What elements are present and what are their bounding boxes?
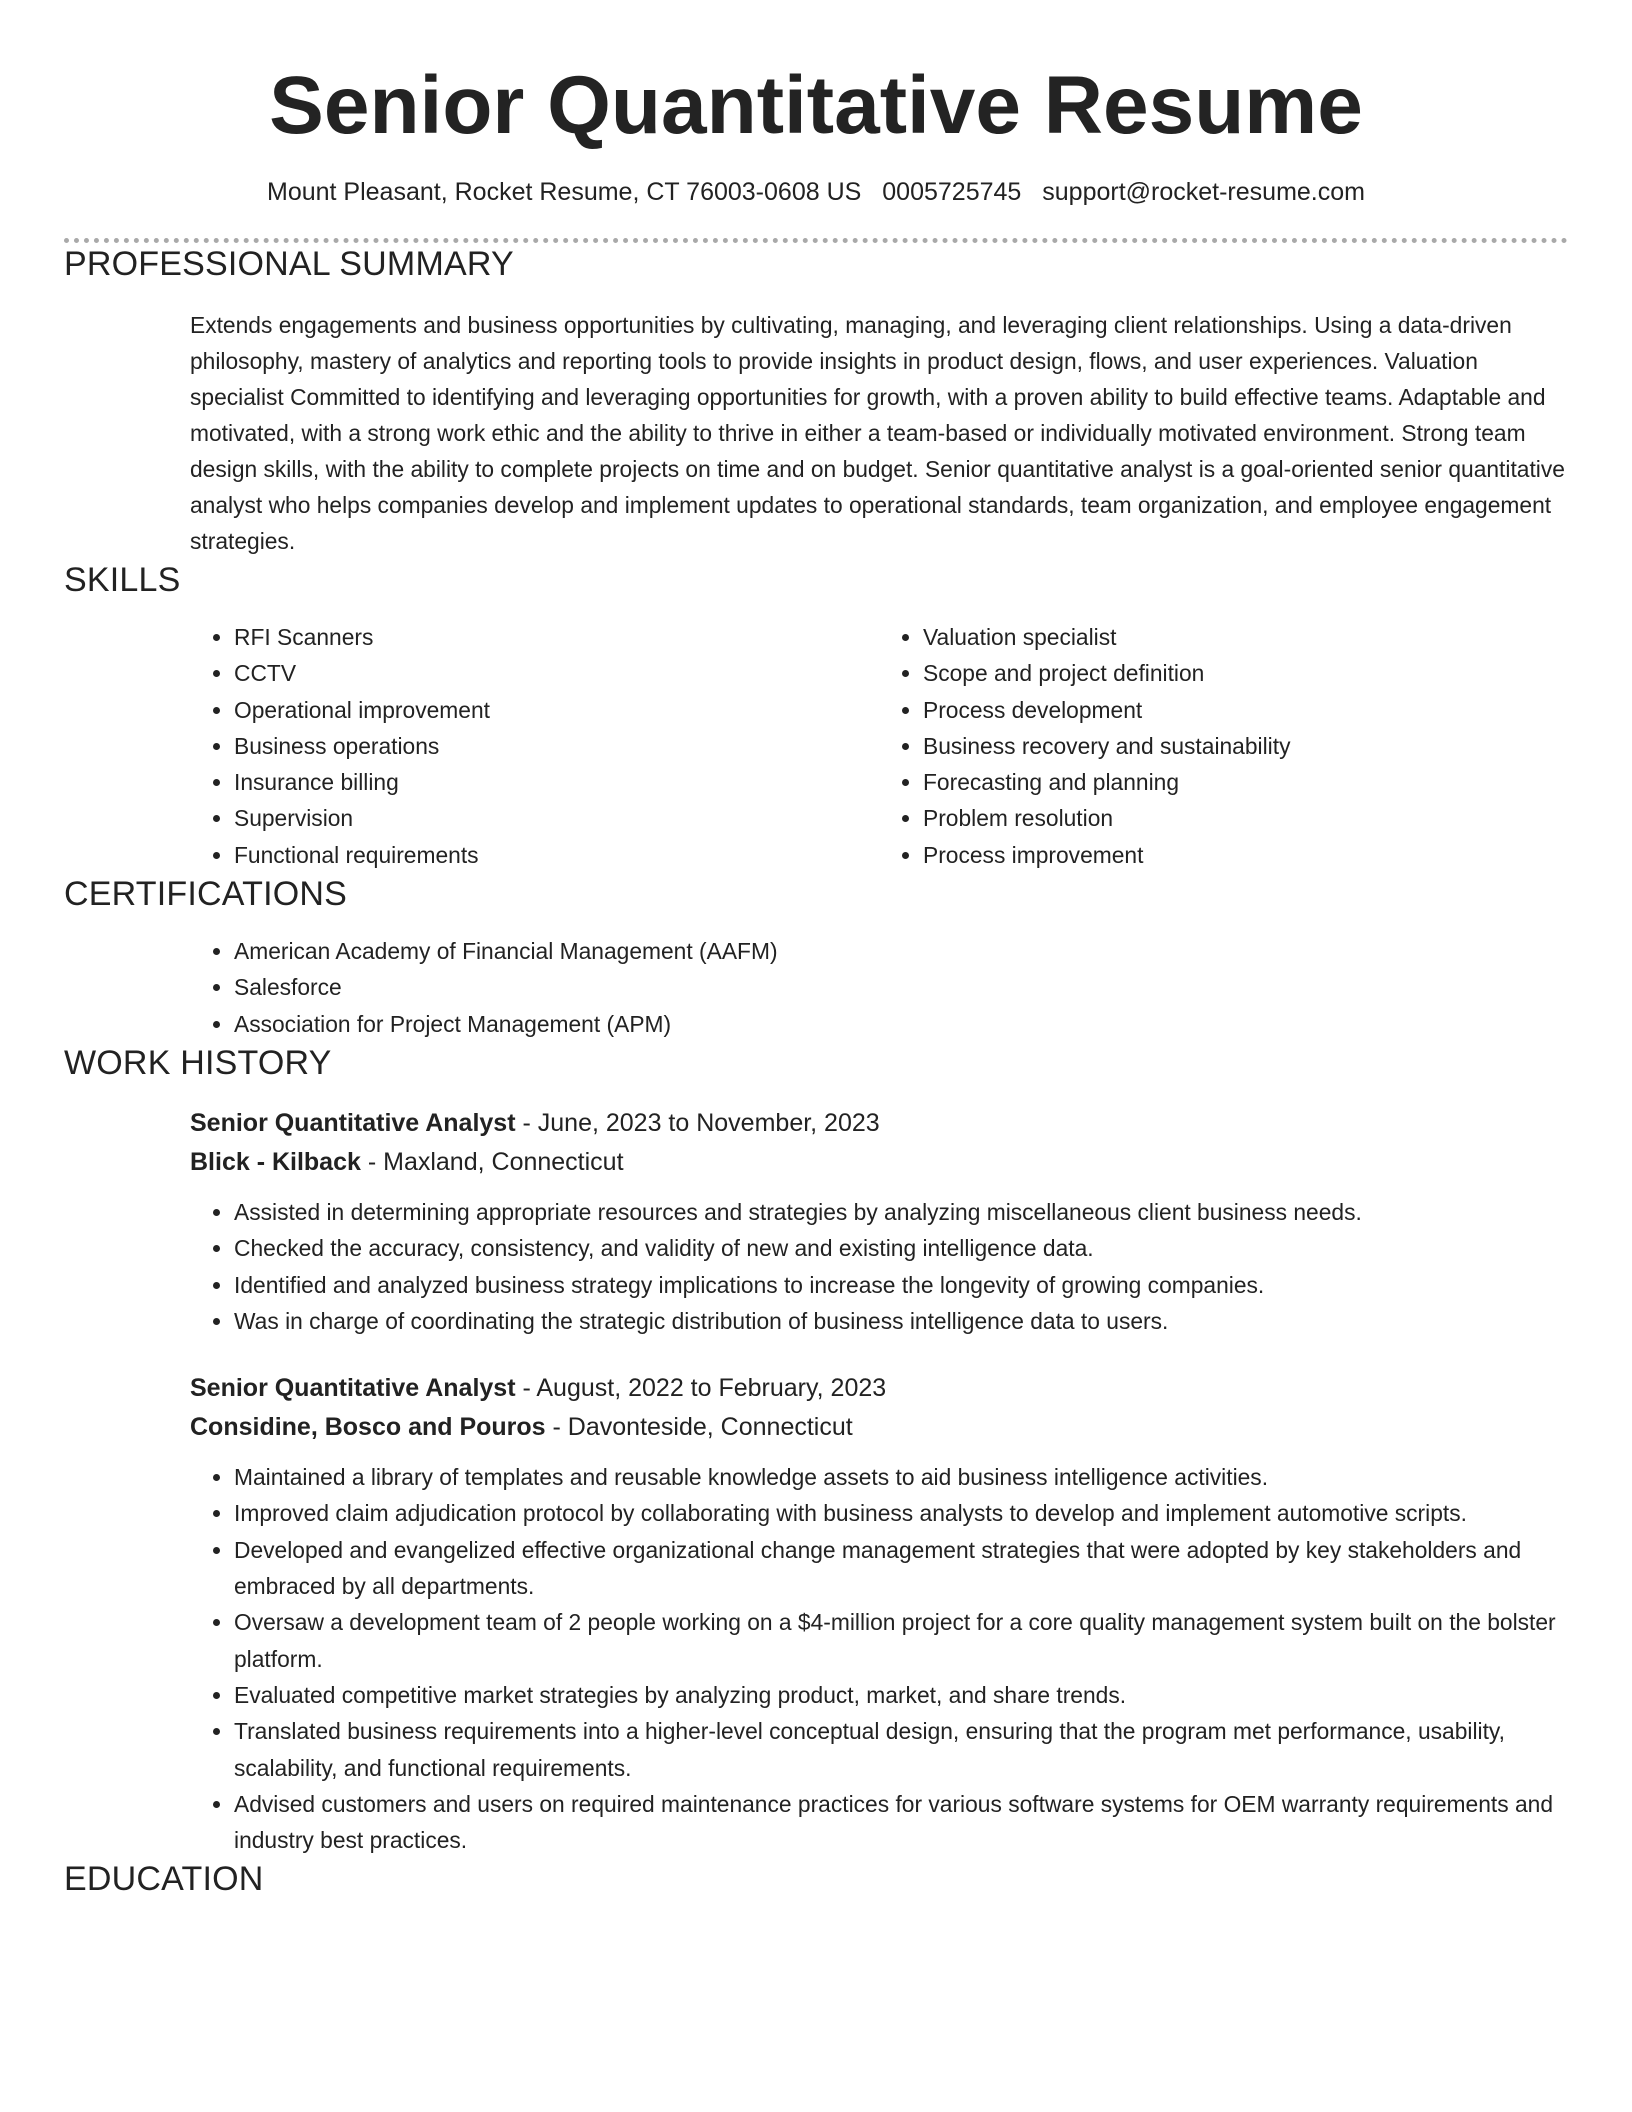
job-location: - Davonteside, Connecticut: [545, 1413, 853, 1442]
section-heading-summary: PROFESSIONAL SUMMARY: [64, 245, 514, 283]
skill-item: • Insurance billing: [234, 764, 879, 800]
certifications-list: [190, 933, 1568, 1042]
contact-line: [64, 174, 1568, 210]
job-entry: [190, 1104, 1568, 1339]
job-bullets: [190, 1194, 1568, 1339]
certification-item: • Salesforce: [234, 969, 1568, 1005]
job-title: Senior Quantitative Analyst: [190, 1374, 516, 1403]
skill-item: • Business operations: [234, 728, 879, 764]
section-heading-education: EDUCATION: [64, 1860, 264, 1899]
certification-item: • Association for Project Management (APM): [234, 1006, 1568, 1042]
job-bullets: [190, 1459, 1568, 1858]
job-location: - Maxland, Connecticut: [360, 1147, 624, 1176]
job-bullet: • Evaluated competitive market strategies by analyzing product, market, and share trends.: [234, 1677, 1568, 1713]
job-bullet: • Maintained a library of templates and reusable knowledge assets to aid business intelligence activities.: [234, 1459, 1568, 1495]
job-title: Senior Quantitative Analyst: [190, 1108, 516, 1137]
job-entry: [190, 1369, 1568, 1858]
job-dates: - August, 2022 to February, 2023: [515, 1374, 887, 1403]
job-title-line: [190, 1104, 1568, 1143]
job-bullet: • Translated business requirements into a higher-level conceptual design, ensuring that the program met performance, usability, scalability, and functional requirements.: [234, 1713, 1568, 1786]
skills-columns: [190, 619, 1568, 873]
job-bullet: • Developed and evangelized effective organizational change management strategies that were adopted by key stakeholders and embraced by all departments.: [234, 1532, 1568, 1605]
certifications-block: [190, 933, 1568, 1042]
skill-item: • CCTV: [234, 655, 879, 691]
resume-page: [64, 0, 1568, 1900]
job-bullet: • Oversaw a development team of 2 people working on a $4-million project for a core quality management system built on the bolster platform.: [234, 1604, 1568, 1677]
job-bullet: • Was in charge of coordinating the strategic distribution of business intelligence data to users.: [234, 1303, 1568, 1339]
job-title-line: [190, 1369, 1568, 1408]
skill-item: • Process development: [923, 692, 1568, 728]
skill-item: • Process improvement: [923, 837, 1568, 873]
contact-email: support@rocket-resume.com: [1042, 178, 1365, 206]
job-company-line: [190, 1408, 1568, 1447]
summary-text: Extends engagements and business opportunities by cultivating, managing, and leveraging client relationships. Using a data-driven philosophy, mastery of analytics and reporting tools to provide insights in product design, flows, and user experiences. Valuation specialist Committed to identifying and leveraging opportunities for growth, with a proven ability to build effective teams. Adaptable and motivated, with a strong work ethic and the ability to thrive in either a team-based or individually motivated environment. Strong team design skills, with the ability to complete projects on time and on budget. Senior quantitative analyst is a goal-oriented senior quantitative analyst who helps companies develop and implement updates to operational standards, team organization, and employee engagement strategies.: [190, 312, 1565, 554]
job-bullet: • Improved claim adjudication protocol by collaborating with business analysts to develop and implement automotive scripts.: [234, 1495, 1568, 1531]
section-heading-skills: SKILLS: [64, 561, 181, 599]
skill-item: • Scope and project definition: [923, 655, 1568, 691]
skill-item: • Business recovery and sustainability: [923, 728, 1568, 764]
skill-item: • RFI Scanners: [234, 619, 879, 655]
section-heading-work-history: WORK HISTORY: [64, 1043, 332, 1082]
job-bullet: • Identified and analyzed business strategy implications to increase the longevity of growing companies.: [234, 1267, 1568, 1303]
job-bullet: • Assisted in determining appropriate resources and strategies by analyzing miscellaneous client business needs.: [234, 1194, 1568, 1230]
skills-list-left: [190, 619, 879, 873]
skill-item: • Problem resolution: [923, 800, 1568, 836]
certification-item: • American Academy of Financial Management (AAFM): [234, 933, 1568, 969]
job-bullet: • Advised customers and users on required maintenance practices for various software systems for OEM warranty requirements and industry best practices.: [234, 1786, 1568, 1859]
resume-title: Senior Quantitative Resume: [269, 60, 1363, 151]
section-heading-certifications: CERTIFICATIONS: [64, 875, 348, 914]
skill-item: • Functional requirements: [234, 837, 879, 873]
skill-item: • Forecasting and planning: [923, 764, 1568, 800]
contact-phone: 0005725745: [882, 178, 1022, 206]
job-company: Considine, Bosco and Pouros: [190, 1413, 546, 1442]
job-dates: - June, 2023 to November, 2023: [515, 1108, 880, 1137]
job-company-line: [190, 1143, 1568, 1182]
contact-address: Mount Pleasant, Rocket Resume, CT 76003-0608 US: [267, 178, 862, 206]
job-company: Blick - Kilback: [190, 1147, 361, 1176]
skill-item: • Valuation specialist: [923, 619, 1568, 655]
skill-item: • Operational improvement: [234, 692, 879, 728]
job-bullet: • Checked the accuracy, consistency, and validity of new and existing intelligence data.: [234, 1230, 1568, 1266]
skills-list-right: [879, 619, 1568, 873]
skill-item: • Supervision: [234, 800, 879, 836]
